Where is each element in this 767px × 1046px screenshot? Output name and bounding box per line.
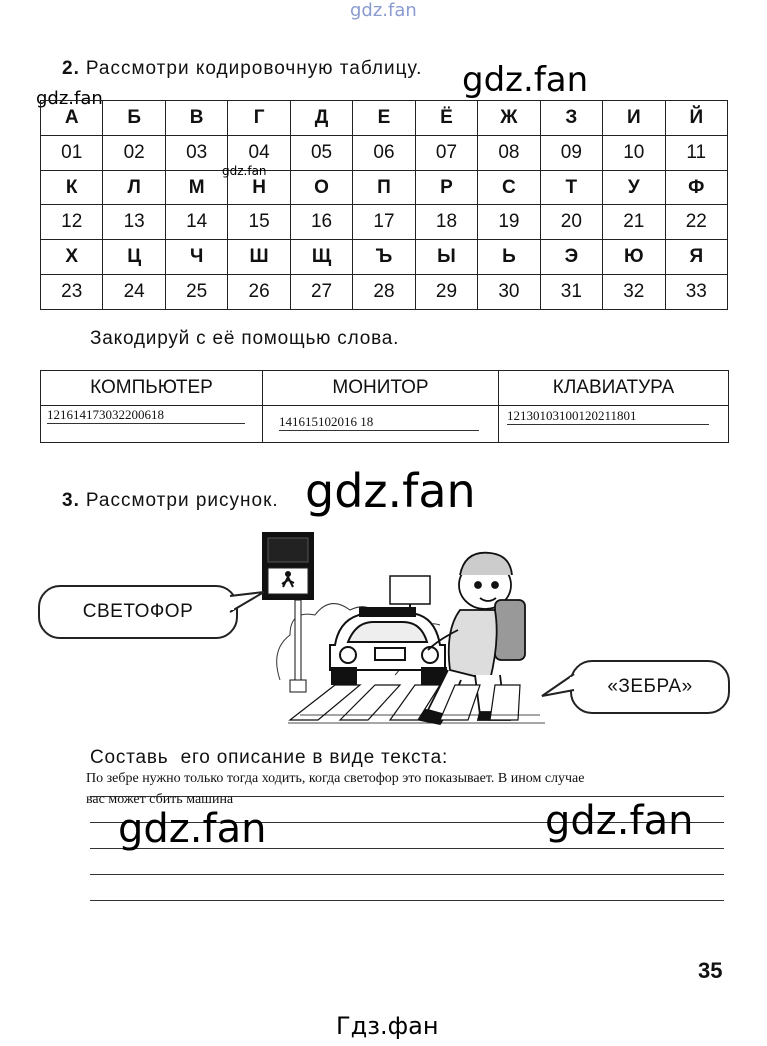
letter-cell: Ж xyxy=(478,101,540,136)
bubble-zebra xyxy=(570,660,730,714)
letter-cell: Х xyxy=(41,240,103,275)
watermark-small-left: gdz.fan xyxy=(36,88,103,109)
task3-instruction: Составь его описание в виде текста: xyxy=(90,747,449,768)
code-cell: 13 xyxy=(103,205,165,240)
code-cell: 03 xyxy=(165,135,227,170)
code-cell: 02 xyxy=(103,135,165,170)
bubble-traffic-light-label: СВЕТОФОР xyxy=(82,601,194,622)
answer-computer: 121614173032200618 xyxy=(47,407,245,424)
watermark-bottom-right: gdz.fan xyxy=(545,798,694,844)
code-cell: 27 xyxy=(290,275,352,310)
bubble-pointer-right xyxy=(540,670,576,702)
code-cell: 21 xyxy=(603,205,665,240)
code-cell: 04 xyxy=(228,135,290,170)
task3-title: Рассмотри рисунок. xyxy=(85,490,279,511)
task2-heading xyxy=(62,58,422,80)
watermark-table-right: gdz.fan xyxy=(462,60,589,100)
code-cell: 24 xyxy=(103,275,165,310)
letter-cell: З xyxy=(540,101,602,136)
letter-cell: Е xyxy=(353,101,415,136)
word-heading: КОМПЬЮТЕР xyxy=(41,371,263,406)
letter-cell: А xyxy=(41,101,103,136)
code-cell: 33 xyxy=(665,275,727,310)
task2-number: 2. xyxy=(62,58,80,79)
code-cell: 01 xyxy=(41,135,103,170)
letter-cell: Ь xyxy=(478,240,540,275)
watermark-top: gdz.fan xyxy=(350,0,417,21)
code-cell: 26 xyxy=(228,275,290,310)
letter-cell: М xyxy=(165,170,227,205)
code-cell: 05 xyxy=(290,135,352,170)
task3-number: 3. xyxy=(62,490,80,511)
letter-cell: Т xyxy=(540,170,602,205)
code-cell: 31 xyxy=(540,275,602,310)
watermark-bottom-left: gdz.fan xyxy=(118,806,267,852)
answer-cell xyxy=(499,406,729,443)
letter-cell: Ю xyxy=(603,240,665,275)
page-number: 35 xyxy=(698,958,723,983)
letter-cell: О xyxy=(290,170,352,205)
code-cell: 20 xyxy=(540,205,602,240)
writing-line xyxy=(90,900,724,901)
task3-answer-line-1: По зебре нужно только тогда ходить, когда светофор это показывает. В ином случае xyxy=(86,771,585,786)
words-table xyxy=(40,370,729,443)
answer-cell xyxy=(263,406,499,443)
codes-row-2 xyxy=(41,205,728,240)
answer-cell xyxy=(41,406,263,443)
code-cell: 15 xyxy=(228,205,290,240)
code-cell: 30 xyxy=(478,275,540,310)
letter-cell: Ё xyxy=(415,101,477,136)
car-icon xyxy=(330,608,446,684)
letter-cell: У xyxy=(603,170,665,205)
letter-cell: Ф xyxy=(665,170,727,205)
letter-cell: Ч xyxy=(165,240,227,275)
letter-cell: К xyxy=(41,170,103,205)
code-cell: 17 xyxy=(353,205,415,240)
letter-cell: Л xyxy=(103,170,165,205)
letter-cell: П xyxy=(353,170,415,205)
code-cell: 22 xyxy=(665,205,727,240)
code-cell: 25 xyxy=(165,275,227,310)
letter-cell: Й xyxy=(665,101,727,136)
letter-cell: И xyxy=(603,101,665,136)
bubble-zebra-label: «ЗЕБРА» xyxy=(607,676,693,697)
word-heading: КЛАВИАТУРА xyxy=(499,371,729,406)
letters-row-3 xyxy=(41,240,728,275)
task2-instruction: Закодируй с её помощью слова. xyxy=(90,328,400,349)
code-cell: 18 xyxy=(415,205,477,240)
letter-cell: Ы xyxy=(415,240,477,275)
letter-cell: Ъ xyxy=(353,240,415,275)
code-cell: 06 xyxy=(353,135,415,170)
letter-cell: Э xyxy=(540,240,602,275)
codes-row-3 xyxy=(41,275,728,310)
letter-cell: Г xyxy=(228,101,290,136)
code-cell: 19 xyxy=(478,205,540,240)
letter-cell: Д xyxy=(290,101,352,136)
code-cell: 23 xyxy=(41,275,103,310)
code-cell: 29 xyxy=(415,275,477,310)
code-cell: 10 xyxy=(603,135,665,170)
watermark-task3: gdz.fan xyxy=(305,464,476,518)
answer-monitor: 141615102016 18 xyxy=(279,414,479,431)
code-cell: 08 xyxy=(478,135,540,170)
watermark-in-table: gdz.fan xyxy=(222,164,267,178)
answer-keyboard: 12130103100120211801 xyxy=(507,408,709,425)
letter-cell: Я xyxy=(665,240,727,275)
task3-answer-line-2: вас может сбить машина xyxy=(86,792,234,807)
code-cell: 28 xyxy=(353,275,415,310)
letter-cell: Ц xyxy=(103,240,165,275)
code-cell: 14 xyxy=(165,205,227,240)
letter-cell: Щ xyxy=(290,240,352,275)
traffic-light-icon xyxy=(262,532,314,692)
code-cell: 32 xyxy=(603,275,665,310)
code-cell: 12 xyxy=(41,205,103,240)
coding-table xyxy=(40,100,728,310)
code-cell: 11 xyxy=(665,135,727,170)
task2-title: Рассмотри кодировочную таблицу. xyxy=(85,58,423,79)
letter-cell: Ш xyxy=(228,240,290,275)
watermark-footer: Гдз.фан xyxy=(336,1012,439,1040)
bubble-traffic-light xyxy=(38,585,238,639)
code-cell: 16 xyxy=(290,205,352,240)
task3-heading xyxy=(62,490,279,512)
bubble-pointer-left xyxy=(228,590,268,620)
codes-row-1 xyxy=(41,135,728,170)
code-cell: 07 xyxy=(415,135,477,170)
letters-row-1 xyxy=(41,101,728,136)
word-heading: МОНИТОР xyxy=(263,371,499,406)
letter-cell: Б xyxy=(103,101,165,136)
letter-cell: С xyxy=(478,170,540,205)
writing-line xyxy=(90,874,724,875)
street-illustration xyxy=(240,530,550,725)
code-cell: 09 xyxy=(540,135,602,170)
letter-cell: В xyxy=(165,101,227,136)
letter-cell: Р xyxy=(415,170,477,205)
letter-cell: Н xyxy=(228,170,290,205)
letters-row-2 xyxy=(41,170,728,205)
